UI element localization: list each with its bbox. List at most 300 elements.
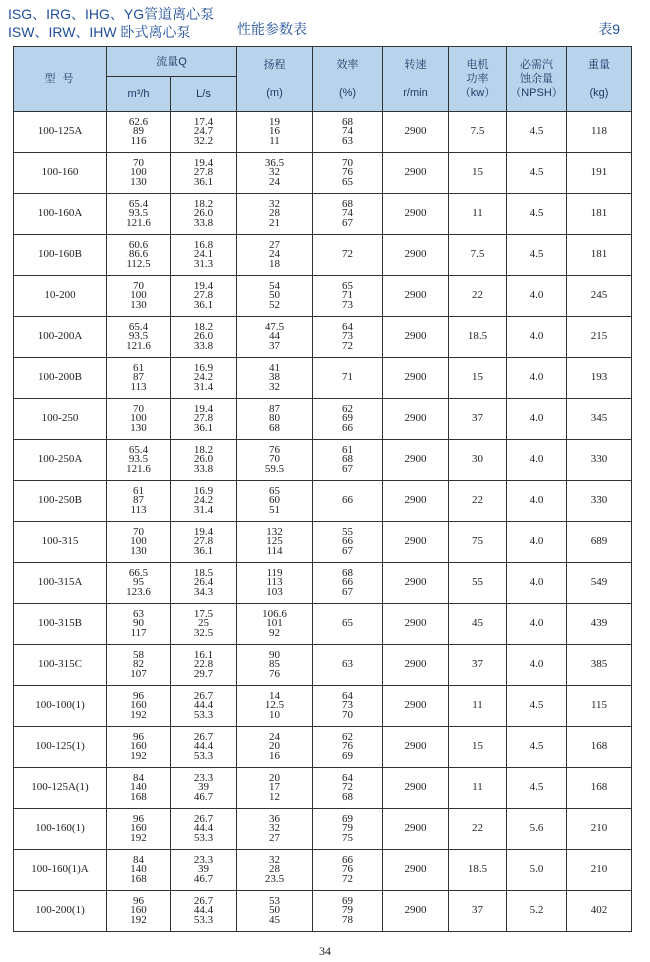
flow-m3h-value: 61 (133, 484, 144, 497)
head-value: 28 (269, 207, 280, 220)
npsh-cell: 4.5 (507, 235, 567, 276)
weight-cell: 115 (567, 686, 632, 727)
efficiency-value: 63 (342, 134, 353, 147)
flow-m3h-value: 62.6 (128, 115, 149, 128)
flow-m3h-cell (107, 809, 171, 850)
speed-cell: 2900 (383, 481, 449, 522)
head-value: 27 (269, 238, 280, 251)
table-row (14, 481, 632, 522)
flow-m3h-value: 100 (130, 289, 147, 302)
flow-m3h-value: 65.4 (128, 320, 149, 333)
head-value: 36.5 (264, 156, 285, 169)
flow-ls-value: 19.4 (193, 402, 214, 415)
flow-m3h-value: 160 (130, 699, 147, 712)
flow-ls-value: 26.7 (193, 730, 214, 743)
power-cell: 22 (449, 481, 507, 522)
npsh-cell: 4.5 (507, 768, 567, 809)
flow-m3h-value: 95 (133, 576, 144, 589)
efficiency-cell (313, 235, 383, 276)
table-row (14, 563, 632, 604)
flow-ls-value: 26.0 (193, 207, 214, 220)
efficiency-value: 64 (342, 771, 353, 784)
head-value: 16 (269, 125, 280, 138)
efficiency-value: 78 (342, 913, 353, 926)
head-value: 114 (266, 544, 283, 557)
flow-ls-value: 36.1 (193, 544, 214, 557)
flow-m3h-value: 93.5 (128, 207, 149, 220)
flow-m3h-value: 65.4 (128, 197, 149, 210)
head-value: 32 (269, 822, 280, 835)
flow-m3h-value: 130 (130, 421, 147, 434)
speed-cell: 2900 (383, 891, 449, 932)
head-value: 20 (269, 771, 280, 784)
flow-ls-value: 46.7 (193, 872, 214, 885)
flow-ls-cell (171, 112, 237, 153)
speed-label: 转速 (404, 59, 427, 71)
col-header-speed (383, 47, 449, 112)
flow-m3h-value: 160 (130, 822, 147, 835)
head-value: 54 (269, 279, 280, 292)
weight-cell: 245 (567, 276, 632, 317)
flow-m3h-value: 130 (130, 544, 147, 557)
efficiency-value: 72 (342, 339, 353, 352)
flow-m3h-value: 100 (130, 535, 147, 548)
power-cell: 37 (449, 891, 507, 932)
model-cell: 100-160B (14, 235, 107, 276)
head-cell (237, 809, 313, 850)
speed-cell: 2900 (383, 153, 449, 194)
head-value: 60 (269, 494, 280, 507)
efficiency-cell (313, 153, 383, 194)
head-cell (237, 686, 313, 727)
flow-ls-value: 23.3 (193, 853, 214, 866)
speed-cell: 2900 (383, 235, 449, 276)
col-header-weight (567, 47, 632, 112)
table-row (14, 194, 632, 235)
speed-cell: 2900 (383, 317, 449, 358)
speed-cell: 2900 (383, 563, 449, 604)
model-cell: 100-125A(1) (14, 768, 107, 809)
head-value: 85 (269, 658, 280, 671)
head-value: 12.5 (264, 699, 285, 712)
table-row (14, 399, 632, 440)
flow-ls-value: 34.3 (193, 585, 214, 598)
table-row (14, 153, 632, 194)
speed-cell: 2900 (383, 645, 449, 686)
flow-m3h-value: 116 (130, 134, 147, 147)
efficiency-value: 68 (342, 453, 353, 466)
npsh-cell: 4.0 (507, 481, 567, 522)
head-cell (237, 112, 313, 153)
flow-ls-value: 33.8 (193, 216, 214, 229)
table-row (14, 522, 632, 563)
head-value: 92 (269, 626, 280, 639)
speed-unit: r/min (403, 87, 428, 99)
flow-ls-value: 27.8 (193, 535, 214, 548)
flow-m3h-value: 70 (133, 279, 144, 292)
head-cell (237, 645, 313, 686)
head-cell (237, 604, 313, 645)
head-value: 101 (266, 617, 283, 630)
npsh-cell: 4.0 (507, 399, 567, 440)
flow-ls-value: 27.8 (193, 412, 214, 425)
speed-cell: 2900 (383, 686, 449, 727)
power-cell: 55 (449, 563, 507, 604)
flow-m3h-value: 70 (133, 156, 144, 169)
head-value: 80 (269, 412, 280, 425)
flow-m3h-value: 192 (130, 708, 147, 721)
flow-ls-value: 44.4 (193, 699, 214, 712)
speed-cell: 2900 (383, 604, 449, 645)
model-cell: 100-100(1) (14, 686, 107, 727)
flow-ls-value: 33.8 (193, 339, 214, 352)
flow-m3h-value: 168 (130, 790, 147, 803)
flow-m3h-cell (107, 399, 171, 440)
power-cell: 7.5 (449, 235, 507, 276)
efficiency-value: 69 (342, 749, 353, 762)
document-title-line2: ISW、IRW、IHW 卧式离心泵 (8, 24, 191, 40)
weight-cell: 193 (567, 358, 632, 399)
flow-ls-value: 31.3 (193, 257, 214, 270)
flow-ls-value: 24.7 (193, 125, 214, 138)
table-row (14, 645, 632, 686)
efficiency-value: 62 (342, 402, 353, 415)
efficiency-value: 68 (342, 790, 353, 803)
table-row (14, 235, 632, 276)
flow-m3h-cell (107, 522, 171, 563)
head-value: 37 (269, 339, 280, 352)
flow-m3h-cell (107, 768, 171, 809)
head-unit: (m) (266, 87, 283, 99)
efficiency-cell (313, 850, 383, 891)
weight-cell: 215 (567, 317, 632, 358)
flow-ls-cell (171, 686, 237, 727)
head-value: 76 (269, 443, 280, 456)
head-cell (237, 850, 313, 891)
flow-m3h-value: 87 (133, 371, 144, 384)
flow-m3h-value: 140 (130, 863, 147, 876)
flow-ls-cell (171, 481, 237, 522)
power-cell: 45 (449, 604, 507, 645)
flow-ls-value: 26.7 (193, 689, 214, 702)
flow-ls-value: 18.2 (193, 320, 214, 333)
model-cell: 100-250 (14, 399, 107, 440)
flow-ls-value: 18.2 (193, 197, 214, 210)
flow-ls-value: 53.3 (193, 913, 214, 926)
head-value: 41 (269, 361, 280, 374)
speed-cell: 2900 (383, 727, 449, 768)
flow-m3h-value: 130 (130, 175, 147, 188)
flow-m3h-value: 96 (133, 894, 144, 907)
head-cell (237, 194, 313, 235)
weight-cell: 402 (567, 891, 632, 932)
weight-cell: 330 (567, 440, 632, 481)
npsh-cell: 4.5 (507, 153, 567, 194)
weight-cell: 168 (567, 768, 632, 809)
efficiency-value: 73 (342, 330, 353, 343)
flow-m3h-value: 84 (133, 853, 144, 866)
npsh-label-2: 蚀余量 (520, 73, 553, 85)
power-cell: 75 (449, 522, 507, 563)
table-row (14, 440, 632, 481)
flow-ls-cell (171, 153, 237, 194)
power-cell: 11 (449, 768, 507, 809)
flow-ls-value: 25 (198, 617, 209, 630)
efficiency-cell (313, 809, 383, 850)
power-cell: 11 (449, 194, 507, 235)
flow-ls-value: 33.8 (193, 462, 214, 475)
npsh-cell: 4.0 (507, 358, 567, 399)
flow-ls-value: 36.1 (193, 298, 214, 311)
head-value: 59.5 (264, 462, 285, 475)
head-value: 32 (269, 166, 280, 179)
flow-m3h-value: 70 (133, 525, 144, 538)
flow-m3h-value: 70 (133, 402, 144, 415)
head-value: 24 (269, 248, 280, 261)
head-cell (237, 891, 313, 932)
efficiency-value: 79 (342, 822, 353, 835)
flow-m3h-value: 86.6 (128, 248, 149, 261)
head-value: 21 (269, 216, 280, 229)
flow-ls-cell (171, 768, 237, 809)
table-row (14, 686, 632, 727)
efficiency-value: 76 (342, 166, 353, 179)
flow-m3h-value: 96 (133, 812, 144, 825)
flow-ls-value: 39 (198, 863, 209, 876)
flow-m3h-value: 107 (130, 667, 147, 680)
flow-ls-value: 53.3 (193, 708, 214, 721)
flow-m3h-value: 192 (130, 749, 147, 762)
speed-cell: 2900 (383, 809, 449, 850)
head-value: 28 (269, 863, 280, 876)
efficiency-value: 76 (342, 740, 353, 753)
col-header-model: 型 号 (14, 47, 107, 112)
efficiency-value: 71 (342, 289, 353, 302)
power-cell: 22 (449, 809, 507, 850)
head-cell (237, 358, 313, 399)
head-cell (237, 235, 313, 276)
efficiency-value: 70 (342, 708, 353, 721)
flow-ls-value: 17.5 (193, 607, 214, 620)
head-cell (237, 440, 313, 481)
performance-table (13, 46, 632, 932)
flow-ls-value: 16.8 (193, 238, 214, 251)
efficiency-value: 74 (342, 207, 353, 220)
weight-cell: 439 (567, 604, 632, 645)
table-row (14, 768, 632, 809)
model-cell: 100-200(1) (14, 891, 107, 932)
head-value: 23.5 (264, 872, 285, 885)
efficiency-value: 68 (342, 197, 353, 210)
power-label-1: 电机 (466, 59, 489, 71)
speed-cell: 2900 (383, 768, 449, 809)
model-cell: 100-125A (14, 112, 107, 153)
head-value: 17 (269, 781, 280, 794)
table-row (14, 891, 632, 932)
efficiency-cell (313, 604, 383, 645)
flow-m3h-value: 113 (130, 503, 147, 516)
flow-m3h-value: 168 (130, 872, 147, 885)
head-value: 65 (269, 484, 280, 497)
flow-m3h-cell (107, 686, 171, 727)
flow-m3h-cell (107, 481, 171, 522)
flow-ls-value: 19.4 (193, 156, 214, 169)
efficiency-cell (313, 522, 383, 563)
head-value: 103 (266, 585, 283, 598)
flow-m3h-value: 58 (133, 648, 144, 661)
flow-ls-value: 22.8 (193, 658, 214, 671)
table-row (14, 276, 632, 317)
power-cell: 7.5 (449, 112, 507, 153)
power-cell: 18.5 (449, 850, 507, 891)
flow-m3h-value: 61 (133, 361, 144, 374)
flow-m3h-value: 192 (130, 831, 147, 844)
efficiency-value: 68 (342, 115, 353, 128)
flow-ls-value: 26.7 (193, 812, 214, 825)
head-value: 24 (269, 730, 280, 743)
flow-ls-value: 36.1 (193, 421, 214, 434)
npsh-cell: 4.0 (507, 604, 567, 645)
flow-ls-value: 24.1 (193, 248, 214, 261)
npsh-cell: 4.0 (507, 440, 567, 481)
flow-ls-value: 29.7 (193, 667, 214, 680)
model-cell: 100-160A (14, 194, 107, 235)
npsh-label-1: 必需汽 (520, 59, 553, 71)
flow-m3h-cell (107, 317, 171, 358)
head-value: 50 (269, 904, 280, 917)
flow-m3h-cell (107, 276, 171, 317)
head-cell (237, 153, 313, 194)
power-cell: 22 (449, 276, 507, 317)
flow-ls-value: 39 (198, 781, 209, 794)
head-value: 27 (269, 831, 280, 844)
flow-ls-cell (171, 276, 237, 317)
efficiency-value: 66 (342, 535, 353, 548)
page-number: 34 (319, 944, 331, 958)
flow-ls-value: 24.2 (193, 494, 214, 507)
flow-ls-value: 27.8 (193, 166, 214, 179)
efficiency-value: 67 (342, 462, 353, 475)
head-value: 87 (269, 402, 280, 415)
head-value: 132 (266, 525, 283, 538)
efficiency-value: 69 (342, 812, 353, 825)
power-label-3: （kw） (459, 87, 496, 99)
flow-ls-cell (171, 440, 237, 481)
efficiency-value: 55 (342, 525, 353, 538)
model-cell: 10-200 (14, 276, 107, 317)
table-row (14, 358, 632, 399)
head-value: 119 (266, 566, 283, 579)
flow-ls-value: 18.5 (193, 566, 214, 579)
head-value: 24 (269, 175, 280, 188)
speed-cell: 2900 (383, 440, 449, 481)
flow-m3h-cell (107, 850, 171, 891)
flow-ls-value: 32.2 (193, 134, 214, 147)
efficiency-cell (313, 317, 383, 358)
table-row (14, 809, 632, 850)
efficiency-cell (313, 399, 383, 440)
model-cell: 100-125(1) (14, 727, 107, 768)
efficiency-value: 75 (342, 831, 353, 844)
flow-ls-cell (171, 358, 237, 399)
npsh-cell: 5.0 (507, 850, 567, 891)
head-value: 68 (269, 421, 280, 434)
flow-m3h-value: 60.6 (128, 238, 149, 251)
efficiency-value: 70 (342, 156, 353, 169)
flow-ls-value: 44.4 (193, 822, 214, 835)
flow-ls-value: 24.2 (193, 371, 214, 384)
efficiency-value: 74 (342, 125, 353, 138)
npsh-cell: 4.5 (507, 194, 567, 235)
flow-m3h-cell (107, 358, 171, 399)
flow-ls-cell (171, 399, 237, 440)
efficiency-cell (313, 481, 383, 522)
table-body (14, 112, 632, 932)
efficiency-value: 66 (342, 421, 353, 434)
table-row (14, 317, 632, 358)
flow-m3h-value: 89 (133, 125, 144, 138)
npsh-cell: 4.0 (507, 276, 567, 317)
flow-ls-cell (171, 645, 237, 686)
efficiency-value: 69 (342, 412, 353, 425)
flow-m3h-cell (107, 891, 171, 932)
head-cell (237, 563, 313, 604)
efficiency-value: 72 (342, 781, 353, 794)
head-value: 45 (269, 913, 280, 926)
head-value: 51 (269, 503, 280, 516)
flow-ls-value: 46.7 (193, 790, 214, 803)
npsh-label-3: （NPSH） (510, 87, 563, 99)
flow-m3h-value: 100 (130, 412, 147, 425)
efficiency-value: 76 (342, 863, 353, 876)
head-cell (237, 399, 313, 440)
flow-ls-value: 26.0 (193, 453, 214, 466)
efficiency-value: 66 (342, 494, 353, 507)
head-value: 14 (269, 689, 280, 702)
weight-cell: 210 (567, 850, 632, 891)
power-label-2: 功率 (466, 73, 489, 85)
flow-ls-value: 32.5 (193, 626, 214, 639)
npsh-cell: 4.0 (507, 317, 567, 358)
flow-ls-cell (171, 563, 237, 604)
efficiency-value: 67 (342, 585, 353, 598)
col-header-flow: 流量Q (107, 47, 237, 77)
efficiency-value: 72 (342, 872, 353, 885)
flow-ls-cell (171, 727, 237, 768)
col-header-npsh (507, 47, 567, 112)
weight-cell: 181 (567, 194, 632, 235)
flow-m3h-value: 90 (133, 617, 144, 630)
flow-m3h-value: 121.6 (126, 462, 151, 475)
efficiency-value: 62 (342, 730, 353, 743)
efficiency-value: 69 (342, 894, 353, 907)
flow-m3h-value: 121.6 (126, 216, 151, 229)
weight-cell: 385 (567, 645, 632, 686)
flow-ls-value: 26.0 (193, 330, 214, 343)
flow-ls-value: 16.9 (193, 484, 214, 497)
table-row (14, 112, 632, 153)
flow-m3h-cell (107, 440, 171, 481)
flow-ls-value: 44.4 (193, 740, 214, 753)
power-cell: 15 (449, 358, 507, 399)
efficiency-value: 66 (342, 576, 353, 589)
efficiency-value: 68 (342, 566, 353, 579)
col-header-flow-ls: L/s (171, 77, 237, 112)
flow-ls-value: 19.4 (193, 525, 214, 538)
efficiency-cell (313, 440, 383, 481)
power-cell: 30 (449, 440, 507, 481)
npsh-cell: 4.0 (507, 522, 567, 563)
